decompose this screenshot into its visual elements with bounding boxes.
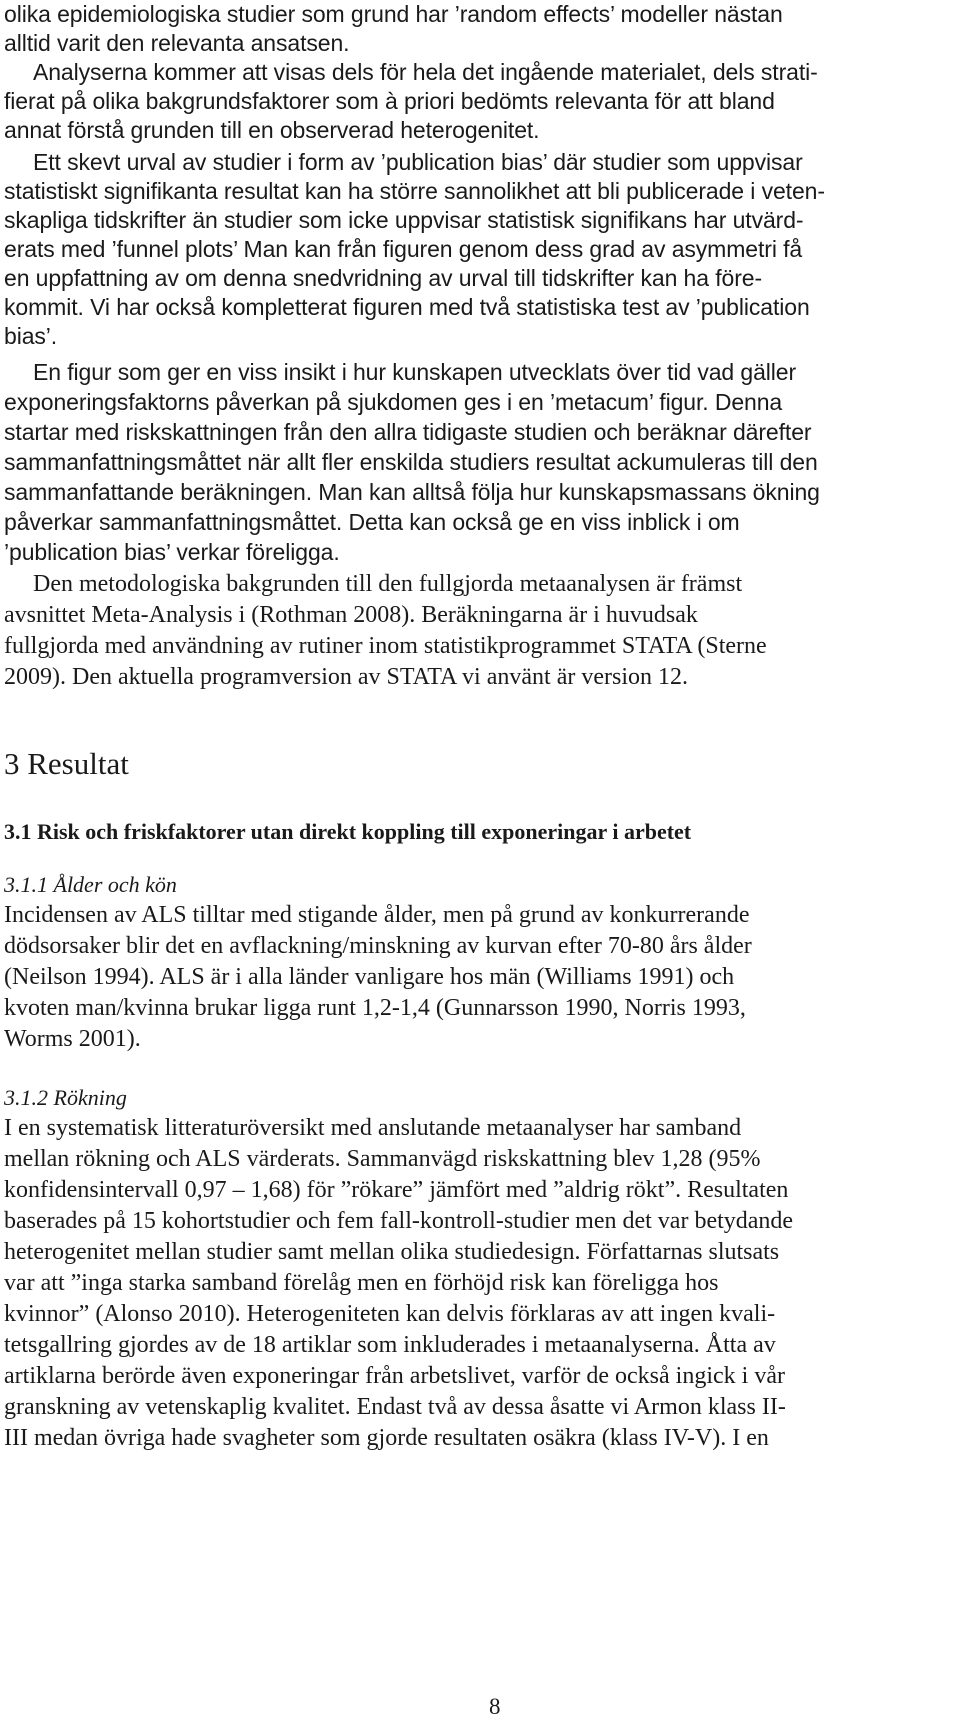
text-line: 2009). Den aktuella programversion av STATA vi använt är version 12.: [4, 664, 688, 690]
text-line: artiklarna berörde även exponeringar från arbetslivet, varför de också ingick i vår: [4, 1363, 785, 1389]
text-line: konfidensintervall 0,97 – 1,68) för ”rökare” jämfört med ”aldrig rökt”. Resultaten: [4, 1177, 789, 1203]
text-line: tetsgallring gjordes av de 18 artiklar som inkluderades i metaanalyserna. Åtta av: [4, 1332, 776, 1358]
subsection-heading: 3.1 Risk och friskfaktorer utan direkt koppling till exponeringar i arbetet: [4, 819, 692, 844]
text-line: ’publication bias’ verkar föreligga.: [4, 539, 340, 565]
text-line: bias’.: [4, 323, 58, 349]
text-line: olika epidemiologiska studier som grund har ’random effects’ modeller nästan: [4, 1, 783, 27]
text-line: var att ”inga starka samband förelåg men en förhöjd risk kan föreligga hos: [4, 1270, 719, 1296]
text-line: mellan rökning och ALS värderats. Sammanvägd riskskattning blev 1,28 (95%: [4, 1146, 761, 1172]
text-line: Incidensen av ALS tilltar med stigande ålder, men på grund av konkurrerande: [4, 902, 750, 928]
text-line: avsnittet Meta-Analysis i (Rothman 2008). Beräkningarna är i huvudsak: [4, 602, 698, 628]
text-line: kommit. Vi har också kompletterat figuren med två statistiska test av ’publication: [4, 294, 810, 320]
text-line: exponeringsfaktorns påverkan på sjukdomen ges i en ’metacum’ figur. Denna: [4, 389, 783, 415]
text-line: alltid varit den relevanta ansatsen.: [4, 30, 350, 56]
text-line: heterogenitet mellan studier samt mellan olika studiedesign. Författarnas slutsats: [4, 1239, 780, 1265]
text-line: sammanfattningsmåttet när allt fler enskilda studiers resultat ackumuleras till den: [4, 449, 818, 475]
text-line: startar med riskskattningen från den allra tidigaste studien och beräknar därefter: [4, 419, 812, 445]
text-line: kvoten man/kvinna brukar ligga runt 1,2-1,4 (Gunnarsson 1990, Norris 1993,: [4, 995, 746, 1021]
text-line: fullgjorda med användning av rutiner inom statistikprogrammet STATA (Sterne: [4, 633, 767, 659]
text-line: I en systematisk litteraturöversikt med anslutande metaanalyser har samband: [4, 1115, 742, 1141]
text-line: III medan övriga hade svagheter som gjorde resultaten osäkra (klass IV-V). I en: [4, 1425, 769, 1451]
text-line: annat förstå grunden till en observerad heterogenitet.: [4, 117, 540, 143]
text-line: erats med ’funnel plots’ Man kan från figuren genom dess grad av asymmetri få: [4, 236, 803, 262]
text-line: Ett skevt urval av studier i form av ’publication bias’ där studier som uppvisar: [33, 149, 803, 175]
text-line: dödsorsaker blir det en avflackning/minskning av kurvan efter 70-80 års ålder: [4, 933, 752, 959]
text-line: statistiskt signifikanta resultat kan ha större sannolikhet att bli publicerade i veten-: [4, 178, 825, 204]
text-line: en uppfattning av om denna snedvridning av urval till tidskrifter kan ha före-: [4, 265, 763, 291]
subsubsection-heading: 3.1.2 Rökning: [4, 1085, 127, 1110]
text-line: (Neilson 1994). ALS är i alla länder vanligare hos män (Williams 1991) och: [4, 964, 735, 990]
text-line: fierat på olika bakgrundsfaktorer som à priori bedömts relevanta för att bland: [4, 88, 775, 114]
section-heading: 3 Resultat: [4, 746, 129, 781]
text-line: påverkar sammanfattningsmåttet. Detta kan också ge en viss inblick i om: [4, 509, 740, 535]
text-line: kvinnor” (Alonso 2010). Heterogeniteten kan delvis förklaras av att ingen kvali-: [4, 1301, 776, 1327]
subsubsection-heading: 3.1.1 Ålder och kön: [4, 872, 177, 897]
text-line: Worms 2001).: [4, 1026, 141, 1052]
page-number: 8: [489, 1694, 501, 1719]
text-line: sammanfattande beräkningen. Man kan alltså följa hur kunskapsmassans ökning: [4, 479, 820, 505]
text-line: Den metodologiska bakgrunden till den fullgjorda metaanalysen är främst: [33, 571, 743, 597]
text-line: baserades på 15 kohortstudier och fem fall-kontroll-studier men det var betydande: [4, 1208, 794, 1234]
text-line: Analyserna kommer att visas dels för hela det ingående materialet, dels strati-: [33, 59, 818, 85]
text-line: granskning av vetenskaplig kvalitet. Endast två av dessa åsatte vi Armon klass II-: [4, 1394, 786, 1420]
text-line: skapliga tidskrifter än studier som icke uppvisar statistisk signifikans har utvärd-: [4, 207, 804, 233]
text-line: En figur som ger en viss insikt i hur kunskapen utvecklats över tid vad gäller: [33, 359, 797, 385]
